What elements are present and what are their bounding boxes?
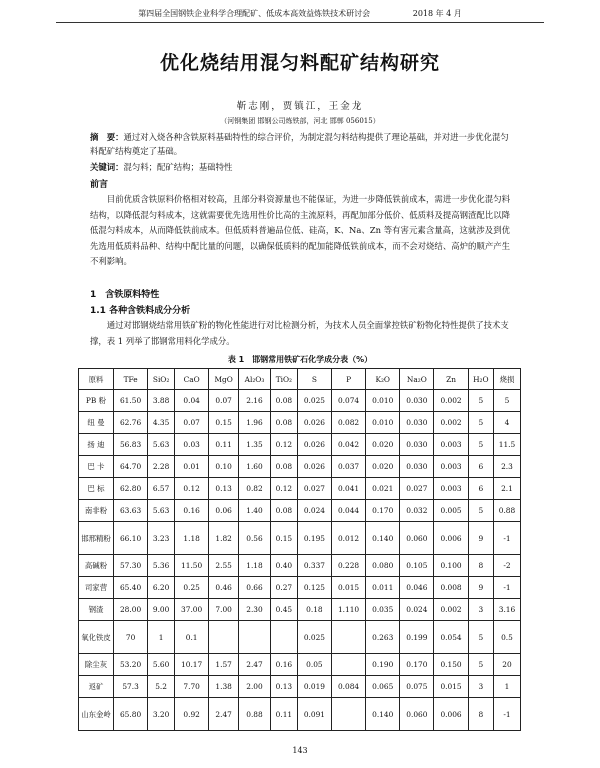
table-cell: 0.13 <box>270 676 297 698</box>
table-cell: 4 <box>493 412 520 434</box>
column-header: MgO <box>209 369 239 390</box>
table-cell: 62.76 <box>114 412 148 434</box>
table-cell: 0.27 <box>270 577 297 599</box>
column-header: H₂O <box>468 369 493 390</box>
material-name-cell: 除尘灰 <box>79 654 114 676</box>
column-header: TiO₂ <box>270 369 297 390</box>
table-cell: 0.11 <box>270 698 297 731</box>
table-cell: 0.005 <box>434 500 468 522</box>
table-cell: 0.037 <box>331 456 365 478</box>
table-cell: 6.20 <box>148 577 175 599</box>
table-cell: 0.195 <box>297 522 331 555</box>
material-name-cell: 山东金岭 <box>79 698 114 731</box>
table-cell: 0.030 <box>400 390 434 412</box>
table-cell: 0.084 <box>331 676 365 698</box>
table-cell: 1.60 <box>239 456 271 478</box>
table-cell: 0.18 <box>297 599 331 621</box>
table-cell: 57.3 <box>114 676 148 698</box>
table-cell: 8 <box>468 555 493 577</box>
table-cell: 0.008 <box>434 577 468 599</box>
table-cell: 0.024 <box>297 500 331 522</box>
table-row <box>79 412 521 434</box>
table-header-row <box>79 369 521 390</box>
column-header: P <box>331 369 365 390</box>
table-row <box>79 456 521 478</box>
material-name-cell: 司家营 <box>79 577 114 599</box>
table-cell: 3.88 <box>148 390 175 412</box>
keywords-text: 混匀料；配矿结构；基础特性 <box>123 162 233 172</box>
table-cell: 2.00 <box>239 676 271 698</box>
material-name-cell: PB 粉 <box>79 390 114 412</box>
table-cell: 61.50 <box>114 390 148 412</box>
table-cell: 5 <box>468 500 493 522</box>
table-cell: 0.12 <box>175 478 209 500</box>
material-name-cell: 氧化铁皮 <box>79 621 114 654</box>
table-row <box>79 676 521 698</box>
table-cell: 0.08 <box>270 456 297 478</box>
foreword-paragraph: 目前优质含铁原料价格相对较高，且部分料资源量也不能保证，为进一步降低铁前成本，需进一步优化混匀料结构，以降低混匀料成本，这就需要优先选用性价比高的主流原料，再配加部分低价、低质料及提高钢渣配比以降低混匀料成本，从而降低铁前成本。但低质料普遍品位低、硅高，K、Na、Zn 等有害元素含量高，这就涉及到优先选用低质料品种、结构中配比量的问题，以确保低质料的配加能降低铁前成本，而不会对烧结、高炉的顺产产生不利影响。 <box>90 194 510 266</box>
table-cell: 0.15 <box>209 412 239 434</box>
table-cell: 0.025 <box>297 390 331 412</box>
table-cell: 0.08 <box>270 412 297 434</box>
table-cell: 1.18 <box>239 555 271 577</box>
table-cell: 0.032 <box>400 500 434 522</box>
table-cell: 6 <box>468 478 493 500</box>
material-name-cell: 钢渣 <box>79 599 114 621</box>
table-cell: 5 <box>468 434 493 456</box>
table-cell: 11.50 <box>175 555 209 577</box>
table-cell: 65.80 <box>114 698 148 731</box>
table-cell: 0.054 <box>434 621 468 654</box>
table-cell: 5.63 <box>148 500 175 522</box>
table-cell: 0.06 <box>209 500 239 522</box>
table-cell: 0.228 <box>331 555 365 577</box>
table-cell <box>239 621 271 654</box>
column-header: 烧损 <box>493 369 520 390</box>
table-cell: 1.18 <box>175 522 209 555</box>
table-cell: 0.92 <box>175 698 209 731</box>
table-cell: 57.30 <box>114 555 148 577</box>
table-cell: 1.38 <box>209 676 239 698</box>
table-cell: 0.003 <box>434 434 468 456</box>
table-cell: 0.13 <box>209 478 239 500</box>
table-cell <box>209 621 239 654</box>
table-cell: -2 <box>493 555 520 577</box>
section-1-heading: 1 含铁原料特性 <box>90 290 160 300</box>
column-header: SiO₂ <box>148 369 175 390</box>
table-cell: 1 <box>493 676 520 698</box>
table-row <box>79 500 521 522</box>
table-cell: 5 <box>493 390 520 412</box>
table-row <box>79 522 521 555</box>
table-cell: 8 <box>468 698 493 731</box>
table-cell: 1.40 <box>239 500 271 522</box>
section-1-1-heading: 1.1 各种含铁料成分分析 <box>90 306 191 316</box>
table-cell: 0.030 <box>400 412 434 434</box>
table-cell: -1 <box>493 577 520 599</box>
table-cell: 0.060 <box>400 698 434 731</box>
table-cell: 0.012 <box>331 522 365 555</box>
table-cell: -1 <box>493 698 520 731</box>
section-1-1-paragraph: 通过对邯钢烧结常用铁矿粉的物化性能进行对比检测分析，为技术人员全面掌控铁矿粉物化特性提供了技术支撑，表 1 列举了邯钢常用料化学成分。 <box>90 320 509 346</box>
keywords-label: 关键词： <box>90 162 124 172</box>
table-cell: 7.00 <box>209 599 239 621</box>
table-cell: 0.011 <box>366 577 400 599</box>
table-cell: 0.10 <box>209 456 239 478</box>
table-cell: 5 <box>468 621 493 654</box>
table-cell: 2.28 <box>148 456 175 478</box>
table-cell: 1.35 <box>239 434 271 456</box>
table-cell: 0.199 <box>400 621 434 654</box>
table-cell: 0.04 <box>175 390 209 412</box>
table-cell: 0.042 <box>331 434 365 456</box>
table-cell: 0.021 <box>366 478 400 500</box>
table-cell: 0.25 <box>175 577 209 599</box>
table-cell: 2.3 <box>493 456 520 478</box>
table-cell: 9 <box>468 577 493 599</box>
table-row <box>79 390 521 412</box>
table-cell: 53.20 <box>114 654 148 676</box>
column-header: Al₂O₃ <box>239 369 271 390</box>
table-cell: 3.20 <box>148 698 175 731</box>
table-cell: 0.56 <box>239 522 271 555</box>
table-cell: 0.105 <box>400 555 434 577</box>
table-cell: 0.88 <box>493 500 520 522</box>
table-row <box>79 599 521 621</box>
table-cell: 1 <box>148 621 175 654</box>
table-cell: 0.88 <box>239 698 271 731</box>
table-cell: 37.00 <box>175 599 209 621</box>
affiliation: （河钢集团 邯钢公司炼铁部，河北 邯郸 056015） <box>220 117 380 125</box>
table-row <box>79 577 521 599</box>
table-cell: 5.2 <box>148 676 175 698</box>
table-cell: 0.010 <box>366 412 400 434</box>
table-cell: 0.027 <box>297 478 331 500</box>
table-cell: 1.96 <box>239 412 271 434</box>
table-cell: 66.10 <box>114 522 148 555</box>
table-cell: 5.36 <box>148 555 175 577</box>
table-cell: 0.019 <box>297 676 331 698</box>
table-cell: 3 <box>468 676 493 698</box>
material-name-cell: 南非粉 <box>79 500 114 522</box>
table-cell: 1.110 <box>331 599 365 621</box>
table-cell: 0.091 <box>297 698 331 731</box>
table-cell <box>270 621 297 654</box>
table-cell: 0.020 <box>366 456 400 478</box>
column-header: 原料 <box>79 369 114 390</box>
table-row <box>79 654 521 676</box>
table-cell: 0.046 <box>400 577 434 599</box>
table-cell: 2.1 <box>493 478 520 500</box>
table-cell: 0.12 <box>270 434 297 456</box>
table-cell: 2.55 <box>209 555 239 577</box>
table-row <box>79 555 521 577</box>
running-header <box>56 6 544 23</box>
table-cell: 4.35 <box>148 412 175 434</box>
abstract <box>90 130 510 158</box>
table-cell: 0.010 <box>366 390 400 412</box>
table-cell: 0.015 <box>331 577 365 599</box>
table-cell: 5 <box>468 390 493 412</box>
table-cell: 0.027 <box>400 478 434 500</box>
table-cell: 0.45 <box>270 599 297 621</box>
table-cell: 0.026 <box>297 456 331 478</box>
page-number: 143 <box>292 746 308 755</box>
table-cell: 9.00 <box>148 599 175 621</box>
header-date: 2018 年 4 月 <box>412 9 462 18</box>
conference-name: 第四届全国钢铁企业科学合理配矿、低成本高效益炼铁技术研讨会 <box>138 9 371 18</box>
table-cell <box>331 654 365 676</box>
table-cell: 1.82 <box>209 522 239 555</box>
table-cell: 2.47 <box>209 698 239 731</box>
table-cell: 0.140 <box>366 522 400 555</box>
table-cell: 28.00 <box>114 599 148 621</box>
table-cell: 3.16 <box>493 599 520 621</box>
table-cell: 62.80 <box>114 478 148 500</box>
table-cell: 0.082 <box>331 412 365 434</box>
table-cell: 0.15 <box>270 522 297 555</box>
table-cell: 0.07 <box>175 412 209 434</box>
table-cell <box>331 621 365 654</box>
abstract-text: 通过对入烧各种含铁原料基础特性的综合评价，为制定混匀料结构提供了理论基础，并对进一步优化混匀料配矿结构奠定了基础。 <box>90 132 509 156</box>
table-cell: 0.030 <box>400 434 434 456</box>
table-cell: 0.024 <box>400 599 434 621</box>
table-cell: 5.60 <box>148 654 175 676</box>
material-name-cell: 返矿 <box>79 676 114 698</box>
table-cell: 20 <box>493 654 520 676</box>
table-cell: 0.026 <box>297 434 331 456</box>
table-cell: 63.63 <box>114 500 148 522</box>
table-cell: 0.05 <box>297 654 331 676</box>
table-cell: 64.70 <box>114 456 148 478</box>
table-cell: 11.5 <box>493 434 520 456</box>
table-cell: 56.83 <box>114 434 148 456</box>
table-cell: 0.40 <box>270 555 297 577</box>
table-cell <box>331 698 365 731</box>
table-cell: 0.337 <box>297 555 331 577</box>
table-cell: 0.08 <box>270 500 297 522</box>
table-cell: 0.015 <box>434 676 468 698</box>
table-cell: 0.044 <box>331 500 365 522</box>
column-header: CaO <box>175 369 209 390</box>
table-caption: 表 1 邯钢常用铁矿石化学成分表（%） <box>227 355 373 364</box>
table-cell: 0.002 <box>434 599 468 621</box>
table-cell: 0.065 <box>366 676 400 698</box>
material-name-cell: 巴 卡 <box>79 456 114 478</box>
table-cell: 0.060 <box>400 522 434 555</box>
table-cell: 3 <box>468 599 493 621</box>
table-cell: 3.23 <box>148 522 175 555</box>
table-cell: 0.074 <box>331 390 365 412</box>
table-cell: 0.020 <box>366 434 400 456</box>
table-cell: 6.57 <box>148 478 175 500</box>
table-cell: 0.07 <box>209 390 239 412</box>
table-row <box>79 434 521 456</box>
table-cell: 7.70 <box>175 676 209 698</box>
material-name-cell: 巴 标 <box>79 478 114 500</box>
column-header: TFe <box>114 369 148 390</box>
column-header: Zn <box>434 369 468 390</box>
table-cell: 2.16 <box>239 390 271 412</box>
table-cell: 0.026 <box>297 412 331 434</box>
table-cell: 0.030 <box>400 456 434 478</box>
table-cell: 9 <box>468 522 493 555</box>
table-cell: 5 <box>468 654 493 676</box>
table-cell: 6 <box>468 456 493 478</box>
table-cell: 65.40 <box>114 577 148 599</box>
foreword-heading: 前言 <box>90 180 109 190</box>
material-name-cell: 邯邢精粉 <box>79 522 114 555</box>
table-cell: 5 <box>468 412 493 434</box>
table-cell: 0.03 <box>175 434 209 456</box>
material-name-cell: 扬 迪 <box>79 434 114 456</box>
table-cell: 0.002 <box>434 390 468 412</box>
material-name-cell: 纽 曼 <box>79 412 114 434</box>
table-cell: 0.08 <box>270 390 297 412</box>
table-cell: 0.263 <box>366 621 400 654</box>
table-cell: 0.66 <box>239 577 271 599</box>
table-cell: 5.63 <box>148 434 175 456</box>
table-cell: 0.125 <box>297 577 331 599</box>
table-cell: 0.006 <box>434 522 468 555</box>
table-cell: 0.075 <box>400 676 434 698</box>
keywords <box>90 160 510 174</box>
table-cell: -1 <box>493 522 520 555</box>
table-row <box>79 698 521 731</box>
table-cell: 0.140 <box>366 698 400 731</box>
table-cell: 0.150 <box>434 654 468 676</box>
paper-title: 优化烧结用混匀料配矿结构研究 <box>159 52 440 74</box>
table-cell: 0.025 <box>297 621 331 654</box>
table-cell: 0.006 <box>434 698 468 731</box>
table-cell: 2.30 <box>239 599 271 621</box>
table-cell: 1.57 <box>209 654 239 676</box>
table-cell: 0.16 <box>270 654 297 676</box>
table-cell: 0.12 <box>270 478 297 500</box>
table-cell: 0.46 <box>209 577 239 599</box>
table-cell: 0.041 <box>331 478 365 500</box>
table-row <box>79 621 521 654</box>
authors: 靳志刚，贾镇江，王金龙 <box>236 101 364 112</box>
table-cell: 0.1 <box>175 621 209 654</box>
column-header: S <box>297 369 331 390</box>
table-cell: 0.003 <box>434 478 468 500</box>
table-cell: 70 <box>114 621 148 654</box>
chemical-composition-table <box>78 368 521 731</box>
table-cell: 0.170 <box>400 654 434 676</box>
abstract-label: 摘 要： <box>90 132 124 142</box>
table-cell: 0.002 <box>434 412 468 434</box>
table-cell: 0.080 <box>366 555 400 577</box>
table-cell: 0.003 <box>434 456 468 478</box>
table-cell: 0.5 <box>493 621 520 654</box>
table-cell: 0.190 <box>366 654 400 676</box>
table-cell: 0.11 <box>209 434 239 456</box>
table-cell: 0.170 <box>366 500 400 522</box>
table-row <box>79 478 521 500</box>
table-cell: 0.100 <box>434 555 468 577</box>
table-cell: 0.035 <box>366 599 400 621</box>
column-header: Na₂O <box>400 369 434 390</box>
table-body <box>79 390 521 731</box>
table-cell: 0.82 <box>239 478 271 500</box>
material-name-cell: 高碱粉 <box>79 555 114 577</box>
table-cell: 2.47 <box>239 654 271 676</box>
table-cell: 0.01 <box>175 456 209 478</box>
table-cell: 0.16 <box>175 500 209 522</box>
table-cell: 10.17 <box>175 654 209 676</box>
column-header: K₂O <box>366 369 400 390</box>
